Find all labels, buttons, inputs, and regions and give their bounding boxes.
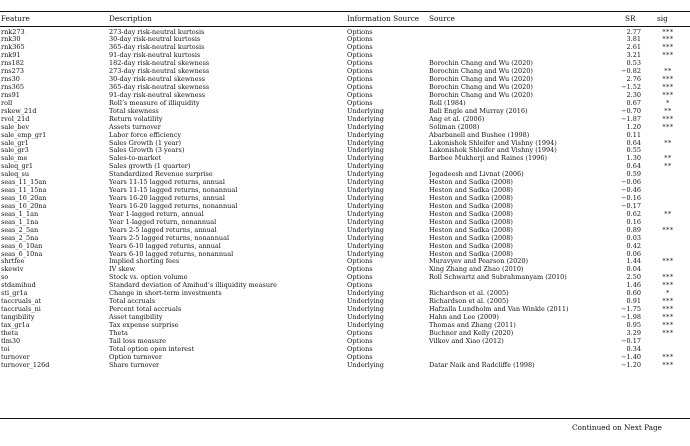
description-cell: Assets turnover	[109, 123, 161, 131]
sr-cell: 0.53	[626, 60, 641, 68]
information-source-cell: Underlying	[347, 202, 384, 210]
description-cell: Years 16-20 lagged returns, annual	[109, 195, 226, 203]
sr-cell: −1.98	[621, 313, 641, 321]
source-cell: Heston and Sadka (2008)	[429, 195, 513, 203]
description-cell: Roll’s measure of illiquidity	[109, 99, 200, 107]
description-cell: Total option open interest	[109, 345, 195, 353]
sr-cell: 0.67	[626, 99, 641, 107]
header-information-source: Information Source	[347, 14, 420, 23]
header-sig: sig	[657, 14, 668, 23]
sig-cell: *	[666, 99, 670, 107]
description-cell: Years 2-5 lagged returns, nonannual	[109, 234, 230, 242]
source-cell: Jegadeesh and Livnat (2006)	[429, 171, 524, 179]
source-cell: Datar Naik and Radcliffe (1998)	[429, 361, 535, 369]
information-source-cell: Underlying	[347, 195, 384, 203]
source-cell: Heston and Sadka (2008)	[429, 202, 513, 210]
table-row	[0, 92, 690, 100]
description-cell: Percent total accruals	[109, 306, 182, 314]
feature-cell: so	[1, 274, 9, 282]
table-row	[0, 68, 690, 76]
table-row	[0, 132, 690, 140]
table-row	[0, 362, 690, 370]
table-row	[0, 60, 690, 68]
table-row	[0, 266, 690, 274]
information-source-cell: Underlying	[347, 298, 384, 306]
information-source-cell: Underlying	[347, 321, 384, 329]
table-row	[0, 100, 690, 108]
sr-cell: 1.46	[626, 282, 641, 290]
description-cell: Asset tangibility	[109, 313, 163, 321]
information-source-cell: Underlying	[347, 361, 384, 369]
description-cell: Standard deviation of Amihud’s illiquidity measure	[109, 282, 278, 290]
sr-cell: 3.81	[626, 36, 641, 44]
sr-cell: 0.34	[626, 345, 641, 353]
sr-cell: 1.30	[626, 155, 641, 163]
sig-cell: ***	[662, 44, 674, 52]
information-source-cell: Options	[347, 266, 373, 274]
information-source-cell: Options	[347, 44, 373, 52]
feature-cell: stdamihud	[1, 282, 36, 290]
source-cell: Soliman (2008)	[429, 123, 480, 131]
description-cell: Return volatility	[109, 115, 163, 123]
sr-cell: −0.17	[621, 202, 641, 210]
sr-cell: −0.16	[621, 195, 641, 203]
sr-cell: 0.95	[626, 321, 641, 329]
sr-cell: 2.30	[626, 91, 641, 99]
sig-cell: ***	[662, 123, 674, 131]
feature-cell: taccruals_at	[1, 298, 42, 306]
sr-cell: 0.64	[626, 163, 641, 171]
source-cell: Heston and Sadka (2008)	[429, 242, 513, 250]
sr-cell: 0.55	[626, 147, 641, 155]
table-row	[0, 155, 690, 163]
sig-cell: **	[664, 68, 672, 76]
description-cell: Option turnover	[109, 353, 162, 361]
information-source-cell: Options	[347, 345, 373, 353]
source-cell: Borochin Chang and Wu (2020)	[429, 91, 533, 99]
information-source-cell: Underlying	[347, 147, 384, 155]
feature-cell: sti_gr1a	[1, 290, 28, 298]
description-cell: 365-day risk-neutral kurtosis	[109, 44, 205, 52]
information-source-cell: Underlying	[347, 171, 384, 179]
table-row	[0, 147, 690, 155]
table-row	[0, 108, 690, 116]
sr-cell: −0.17	[621, 337, 641, 345]
source-cell: Heston and Sadka (2008)	[429, 179, 513, 187]
table-row	[0, 211, 690, 219]
source-cell: Borochin Chang and Wu (2020)	[429, 76, 533, 84]
source-cell: Hafzalla Lundholm and Van Winkle (2011)	[429, 306, 569, 314]
information-source-cell: Options	[347, 91, 373, 99]
information-source-cell: Options	[347, 337, 373, 345]
information-source-cell: Options	[347, 274, 373, 282]
table-row	[0, 44, 690, 52]
source-cell: Richardson et al. (2005)	[429, 298, 509, 306]
information-source-cell: Options	[347, 353, 373, 361]
information-source-cell: Underlying	[347, 313, 384, 321]
description-cell: Standardized Revenue surprise	[109, 171, 213, 179]
sig-cell: *	[666, 290, 670, 298]
information-source-cell: Options	[347, 329, 373, 337]
table-row	[0, 290, 690, 298]
sr-cell: −1.40	[621, 353, 641, 361]
feature-cell: seas_11_15an	[1, 179, 47, 187]
source-cell: Borochin Chang and Wu (2020)	[429, 68, 533, 76]
sig-cell: ***	[662, 329, 674, 337]
feature-cell: theta	[1, 329, 19, 337]
description-cell: 365-day risk-neutral skewness	[109, 84, 210, 91]
source-cell: Heston and Sadka (2008)	[429, 210, 513, 218]
description-cell: 273-day risk-neutral kurtosis	[109, 28, 205, 36]
source-cell: Heston and Sadka (2008)	[429, 234, 513, 242]
feature-cell: taccruals_ni	[1, 306, 41, 314]
feature-cell: seas_6_10na	[1, 250, 43, 258]
source-cell: Muravyev and Pearson (2020)	[429, 258, 529, 266]
description-cell: Total skewness	[109, 107, 159, 115]
feature-cell: saleq_gr1	[1, 163, 33, 171]
sig-cell: ***	[662, 84, 674, 91]
sr-cell: −0.06	[621, 179, 641, 187]
description-cell: Sales Growth (3 years)	[109, 147, 185, 155]
feature-cell: shrtfee	[1, 258, 25, 266]
feature-cell: rvol_21d	[1, 115, 30, 123]
information-source-cell: Underlying	[347, 123, 384, 131]
feature-cell: rskew_21d	[1, 107, 37, 115]
sig-cell: ***	[662, 258, 674, 266]
table-row	[0, 52, 690, 60]
sr-cell: 2.77	[626, 28, 641, 36]
feature-cell: rnk273	[1, 28, 25, 36]
table-row	[0, 322, 690, 330]
description-cell: Stock vs. option volume	[109, 274, 188, 282]
sig-cell: ***	[662, 274, 674, 282]
table-row	[0, 298, 690, 306]
table-row	[0, 29, 690, 37]
source-cell: Xing Zhang and Zhao (2010)	[429, 266, 524, 274]
sr-cell: −0.82	[621, 68, 641, 76]
feature-cell: rnk30	[1, 36, 21, 44]
description-cell: Year 1-lagged return, nonannual	[109, 218, 217, 226]
feature-cell: saleq_su	[1, 171, 30, 179]
sr-cell: 0.03	[626, 234, 641, 242]
sr-cell: 1.44	[626, 258, 641, 266]
sig-cell: **	[664, 139, 672, 147]
information-source-cell: Underlying	[347, 107, 384, 115]
sr-cell: 0.89	[626, 226, 641, 234]
information-source-cell: Options	[347, 28, 373, 36]
table-row	[0, 140, 690, 148]
feature-cell: sale_gr3	[1, 147, 29, 155]
sig-cell: ***	[662, 353, 674, 361]
continued-note: Continued on Next Page	[571, 423, 662, 432]
header-rule	[0, 26, 690, 27]
information-source-cell: Underlying	[347, 187, 384, 195]
information-source-cell: Underlying	[347, 234, 384, 242]
description-cell: Sales growth (1 quarter)	[109, 163, 191, 171]
information-source-cell: Underlying	[347, 139, 384, 147]
source-cell: Heston and Sadka (2008)	[429, 226, 513, 234]
sr-cell: 2.50	[626, 274, 641, 282]
sig-cell: ***	[662, 306, 674, 314]
information-source-cell: Underlying	[347, 131, 384, 139]
sr-cell: −1.75	[621, 306, 641, 314]
description-cell: Share turnover	[109, 361, 160, 369]
information-source-cell: Options	[347, 258, 373, 266]
feature-cell: seas_16_20na	[1, 202, 47, 210]
sr-cell: 0.16	[626, 218, 641, 226]
feature-cell: seas_2_5an	[1, 226, 39, 234]
sig-cell: ***	[662, 226, 674, 234]
information-source-cell: Underlying	[347, 242, 384, 250]
description-cell: Tax expense surprise	[109, 321, 179, 329]
sr-cell: −1.20	[621, 361, 641, 369]
sig-cell: ***	[662, 91, 674, 99]
information-source-cell: Options	[347, 84, 373, 91]
source-cell: Roll Schwartz and Subrahmanyam (2010)	[429, 274, 567, 282]
description-cell: Theta	[109, 329, 128, 337]
feature-cell: rns365	[1, 84, 25, 91]
table-row	[0, 314, 690, 322]
information-source-cell: Options	[347, 68, 373, 76]
feature-cell: toi	[1, 345, 10, 353]
information-source-cell: Options	[347, 60, 373, 68]
description-cell: Years 6-10 lagged returns, nonannual	[109, 250, 234, 258]
sr-cell: 1.20	[626, 123, 641, 131]
source-cell: Thomas and Zhang (2011)	[429, 321, 516, 329]
sr-cell: −1.52	[621, 84, 641, 91]
sig-cell: ***	[662, 28, 674, 36]
information-source-cell: Options	[347, 36, 373, 44]
table-row	[0, 219, 690, 227]
table-row	[0, 195, 690, 203]
source-cell: Heston and Sadka (2008)	[429, 187, 513, 195]
feature-cell: seas_11_15na	[1, 187, 47, 195]
source-cell: Lakonishok Shleifer and Vishny (1994)	[429, 139, 557, 147]
table-row	[0, 282, 690, 290]
source-cell: Borochin Chang and Wu (2020)	[429, 84, 533, 91]
description-cell: Sales-to-market	[109, 155, 162, 163]
description-cell: Years 2-5 lagged returns, annual	[109, 226, 217, 234]
sr-cell: −0.46	[621, 187, 641, 195]
sig-cell: **	[664, 155, 672, 163]
sr-cell: 0.11	[626, 131, 641, 139]
description-cell: Total accruals	[109, 298, 156, 306]
information-source-cell: Underlying	[347, 250, 384, 258]
description-cell: Years 16-20 lagged returns, nonannual	[109, 202, 238, 210]
sr-cell: 0.62	[626, 210, 641, 218]
information-source-cell: Underlying	[347, 290, 384, 298]
table-row	[0, 251, 690, 259]
feature-cell: rns91	[1, 91, 20, 99]
table-row	[0, 258, 690, 266]
feature-cell: rnk365	[1, 44, 25, 52]
feature-cell: sale_bev	[1, 123, 30, 131]
sr-cell: 0.04	[626, 266, 641, 274]
feature-cell: seas_16_20an	[1, 195, 47, 203]
table-row	[0, 243, 690, 251]
description-cell: Years 6-10 lagged returns, annual	[109, 242, 221, 250]
table-row	[0, 116, 690, 124]
information-source-cell: Underlying	[347, 306, 384, 314]
sig-cell: **	[664, 163, 672, 171]
information-source-cell: Underlying	[347, 115, 384, 123]
description-cell: Change in short-term investments	[109, 290, 222, 298]
feature-cell: tangibility	[1, 313, 35, 321]
description-cell: Implied shorting fees	[109, 258, 180, 266]
sig-cell: **	[664, 107, 672, 115]
feature-cell: turnover	[1, 353, 30, 361]
feature-cell: rns30	[1, 76, 20, 84]
sr-cell: 0.64	[626, 139, 641, 147]
table-row	[0, 346, 690, 354]
description-cell: Tail loss measure	[109, 337, 167, 345]
source-cell: Heston and Sadka (2008)	[429, 250, 513, 258]
source-cell: Lakonishok Shleifer and Vishny (1994)	[429, 147, 557, 155]
information-source-cell: Underlying	[347, 179, 384, 187]
feature-cell: rns182	[1, 60, 25, 68]
description-cell: Labor force efficiency	[109, 131, 182, 139]
sr-cell: 3.21	[626, 52, 641, 60]
source-cell: Richardson et al. (2005)	[429, 290, 509, 298]
description-cell: Sales Growth (1 year)	[109, 139, 182, 147]
source-cell: Buchner and Kelly (2020)	[429, 329, 514, 337]
information-source-cell: Options	[347, 52, 373, 60]
sig-cell: ***	[662, 298, 674, 306]
table-row	[0, 274, 690, 282]
table-row	[0, 338, 690, 346]
header-sr: SR	[625, 14, 636, 23]
information-source-cell: Options	[347, 76, 373, 84]
table-row	[0, 84, 690, 92]
information-source-cell: Options	[347, 282, 373, 290]
source-cell: Barbee Mukherji and Raines (1996)	[429, 155, 548, 163]
header-description: Description	[109, 14, 152, 23]
feature-cell: sale_emp_gr1	[1, 131, 47, 139]
information-source-cell: Underlying	[347, 163, 384, 171]
source-cell: Hahn and Lee (2009)	[429, 313, 499, 321]
source-cell: Bali Engle and Murray (2016)	[429, 107, 528, 115]
feature-cell: turnover_126d	[1, 361, 50, 369]
information-source-cell: Options	[347, 99, 373, 107]
table-row	[0, 354, 690, 362]
sig-cell: ***	[662, 361, 674, 369]
table-row	[0, 203, 690, 211]
information-source-cell: Underlying	[347, 218, 384, 226]
sr-cell: 2.76	[626, 76, 641, 84]
feature-cell: seas_1_1na	[1, 218, 39, 226]
sig-cell: ***	[662, 313, 674, 321]
feature-cell: tax_gr1a	[1, 321, 30, 329]
information-source-cell: Underlying	[347, 226, 384, 234]
sig-cell: ***	[662, 36, 674, 44]
feature-cell: sale_me	[1, 155, 28, 163]
header-feature: Feature	[1, 14, 30, 23]
description-cell: 30-day risk-neutral skewness	[109, 76, 206, 84]
source-cell: Heston and Sadka (2008)	[429, 218, 513, 226]
table-row	[0, 36, 690, 44]
description-cell: IV skew	[109, 266, 136, 274]
feature-cell: sale_gr1	[1, 139, 29, 147]
feature-cell: tlm30	[1, 337, 21, 345]
table-row	[0, 124, 690, 132]
sig-cell: ***	[662, 321, 674, 329]
feature-cell: seas_1_1an	[1, 210, 39, 218]
table-row	[0, 163, 690, 171]
description-cell: 91-day risk-neutral kurtosis	[109, 52, 201, 60]
source-cell: Abarbanell and Bushee (1998)	[429, 131, 530, 139]
table-row	[0, 76, 690, 84]
description-cell: Years 11-15 lagged returns, annual	[109, 179, 226, 187]
table-row	[0, 235, 690, 243]
feature-cell: rns273	[1, 68, 25, 76]
sr-cell: −0.70	[621, 107, 641, 115]
bottom-rule	[0, 418, 690, 419]
sr-cell: 0.91	[626, 298, 641, 306]
information-source-cell: Underlying	[347, 155, 384, 163]
header-source: Source	[429, 14, 455, 23]
description-cell: 182-day risk-neutral skewness	[109, 60, 210, 68]
source-cell: Ang et al. (2006)	[429, 115, 485, 123]
table-row	[0, 330, 690, 338]
sig-cell: **	[664, 210, 672, 218]
sr-cell: 0.06	[626, 250, 641, 258]
sr-cell: 0.42	[626, 242, 641, 250]
feature-cell: roll	[1, 99, 13, 107]
description-cell: 91-day risk-neutral skewness	[109, 91, 206, 99]
description-cell: Years 11-15 lagged returns, nonannual	[109, 187, 238, 195]
feature-cell: seas_2_5na	[1, 234, 39, 242]
sig-cell: ***	[662, 52, 674, 60]
sr-cell: 0.60	[626, 290, 641, 298]
sig-cell: ***	[662, 76, 674, 84]
source-cell: Borochin Chang and Wu (2020)	[429, 60, 533, 68]
feature-cell: skewiv	[1, 266, 24, 274]
table-row	[0, 187, 690, 195]
sig-cell: ***	[662, 115, 674, 123]
feature-cell: seas_6_10an	[1, 242, 43, 250]
source-cell: Vilkov and Xiao (2012)	[429, 337, 504, 345]
description-cell: Year 1-lagged return, annual	[109, 210, 204, 218]
sr-cell: 0.59	[626, 171, 641, 179]
sig-cell: ***	[662, 282, 674, 290]
table-row	[0, 227, 690, 235]
sr-cell: −1.87	[621, 115, 641, 123]
sr-cell: 2.61	[626, 44, 641, 52]
table-row	[0, 306, 690, 314]
table-row	[0, 179, 690, 187]
information-source-cell: Underlying	[347, 210, 384, 218]
description-cell: 273-day risk-neutral skewness	[109, 68, 210, 76]
feature-cell: rnk91	[1, 52, 21, 60]
description-cell: 30-day risk-neutral kurtosis	[109, 36, 201, 44]
table-row	[0, 171, 690, 179]
sr-cell: 3.29	[626, 329, 641, 337]
top-rule	[0, 11, 690, 12]
source-cell: Roll (1984)	[429, 99, 466, 107]
